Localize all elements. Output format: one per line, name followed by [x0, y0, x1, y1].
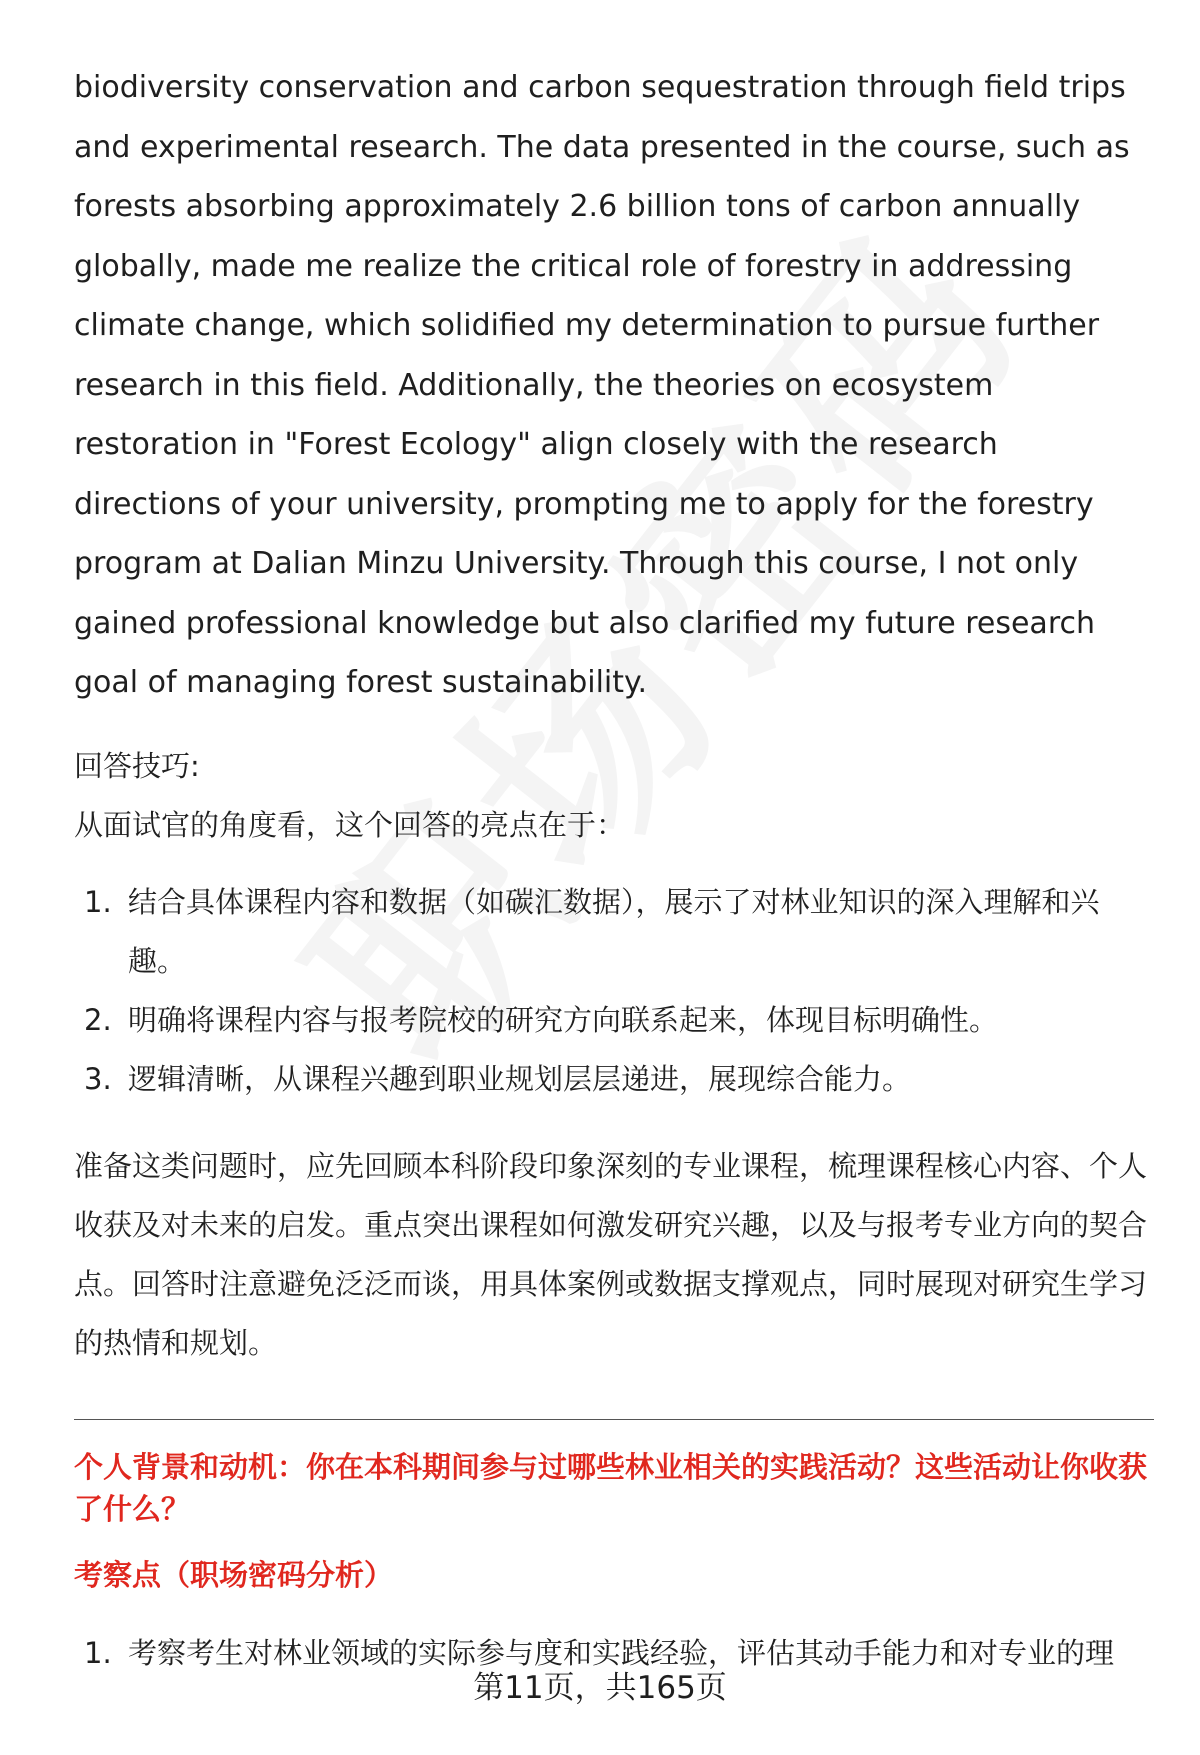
- list-text: 考察考生对林业领域的实际参与度和实践经验，评估其动手能力和对专业的理: [128, 1635, 1115, 1670]
- list-number: 3.: [84, 1061, 112, 1096]
- section-heading: 考察点（职场密码分析）: [74, 1557, 394, 1592]
- list-number: 1.: [84, 1635, 112, 1670]
- page-footer: 第11页，共165页: [473, 1670, 727, 1706]
- tips-label: 回答技巧:: [74, 748, 200, 783]
- tips-list: [74, 873, 1154, 1109]
- list-number: 2.: [84, 1002, 112, 1037]
- answer-paragraph: biodiversity conservation and carbon sequestration through field trips and experimental research. The data presented in the course, such as forests absorbing approximately 2.6 billion tons of carbon annually globally, made me realize the critical role of forestry in addressing climate change, which solidified my determination to pursue further research in this field. Additionally, the theories on ecosystem restoration in "Forest Ecology" align closely with the research directions of your university, prompting me to apply for the forestry program at Dalian Minzu University. Through this course, I not only gained professional knowledge but also clarified my future research goal of managing forest sustainability.: [74, 70, 1130, 700]
- list-item: [74, 873, 1154, 991]
- list-item: [74, 1050, 1154, 1109]
- list-text: 明确将课程内容与报考院校的研究方向联系起来，体现目标明确性。: [128, 1002, 999, 1037]
- advice-paragraph: 准备这类问题时，应先回顾本科阶段印象深刻的专业课程，梳理课程核心内容、个人收获及对未来的启发。重点突出课程如何激发研究兴趣，以及与报考专业方向的契合点。回答时注意避免泛泛而谈，用具体案例或数据支撑观点，同时展现对研究生学习的热情和规划。: [74, 1148, 1148, 1360]
- section-divider: [74, 1419, 1154, 1420]
- question-heading: 个人背景和动机：你在本科期间参与过哪些林业相关的实践活动？这些活动让你收获了什么？: [74, 1449, 1148, 1526]
- document-page: [74, 58, 1154, 1683]
- list-number: 1.: [84, 884, 112, 919]
- list-item: [74, 991, 1154, 1050]
- list-text: 逻辑清晰，从课程兴趣到职业规划层层递进，展现综合能力。: [128, 1061, 912, 1096]
- tips-intro: 从面试官的角度看，这个回答的亮点在于：: [74, 807, 626, 842]
- list-text: 结合具体课程内容和数据（如碳汇数据），展示了对林业知识的深入理解和兴趣。: [128, 884, 1100, 978]
